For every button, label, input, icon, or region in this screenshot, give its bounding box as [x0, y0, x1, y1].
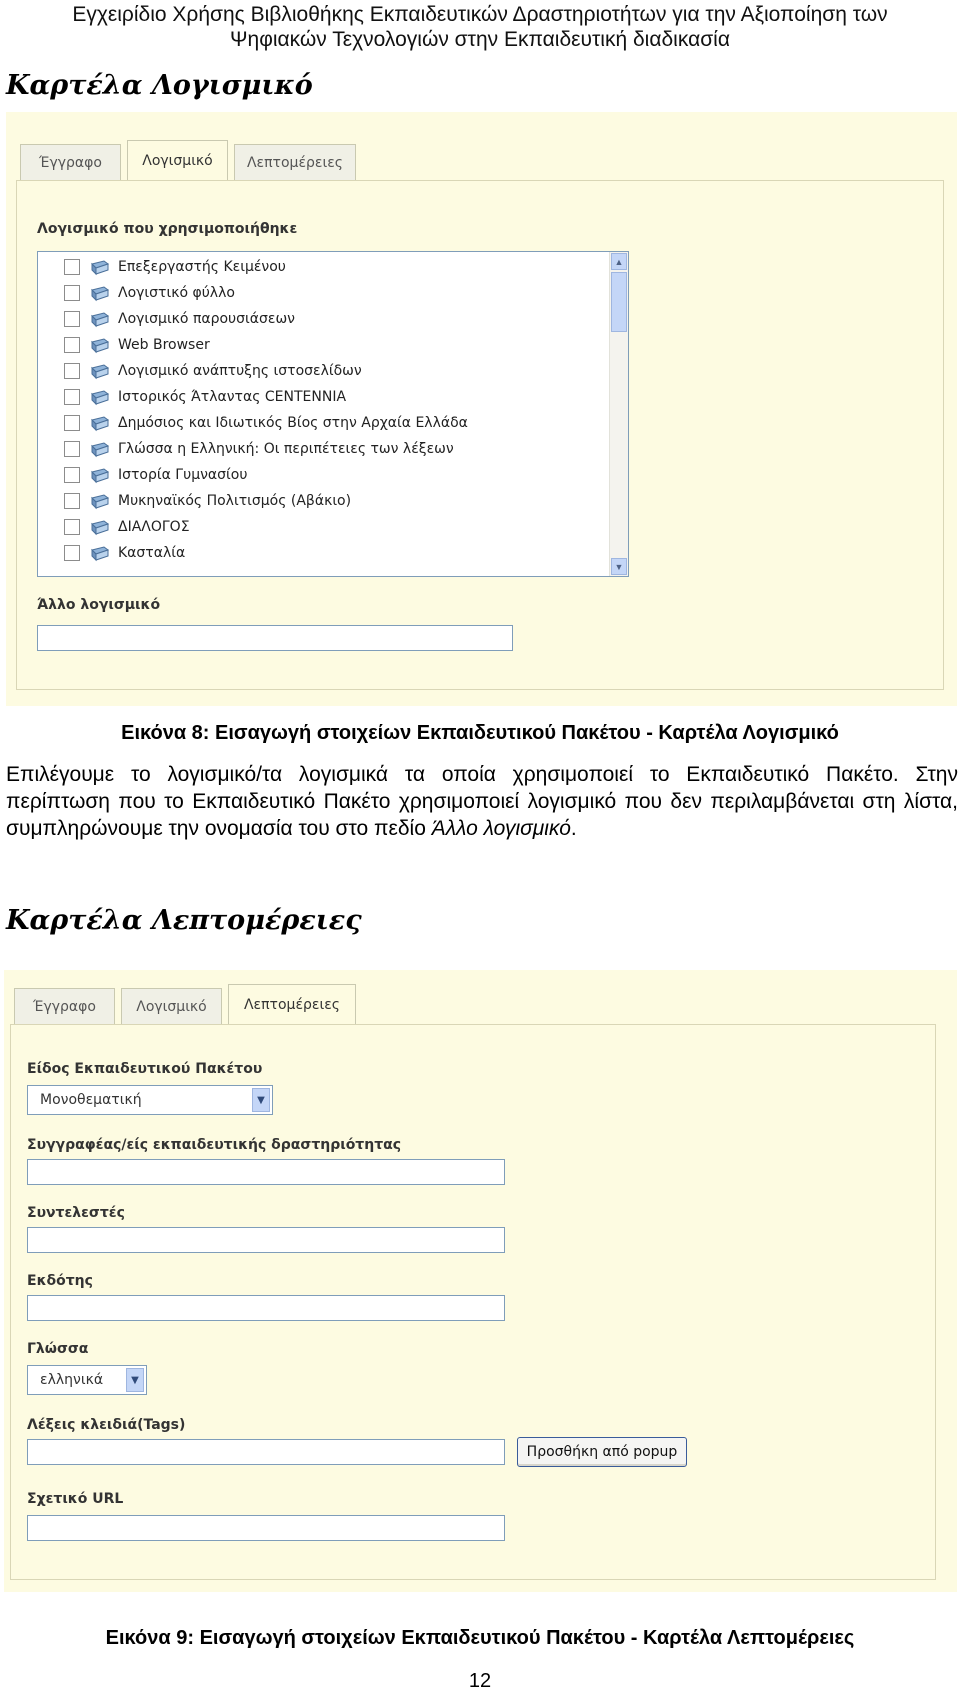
software-used-label: Λογισμικό που χρησιμοποιήθηκε [37, 221, 298, 237]
contributors-label: Συντελεστές [27, 1205, 125, 1221]
section-title-details: Καρτέλα Λεπτομέρειες [6, 905, 362, 936]
authors-input[interactable] [27, 1159, 505, 1185]
checkbox[interactable] [64, 363, 80, 379]
list-item[interactable] [64, 514, 190, 540]
list-item[interactable] [64, 462, 247, 488]
checkbox[interactable] [64, 311, 80, 327]
list-item[interactable] [64, 332, 210, 358]
list-item-label: Μυκηναϊκός Πολιτισμός (Αβάκιο) [118, 493, 352, 509]
list-item[interactable] [64, 540, 185, 566]
chevron-down-icon[interactable]: ▼ [126, 1368, 144, 1392]
list-item-label: Γλώσσα η Ελληνική: Οι περιπέτειες των λέξεων [118, 441, 454, 457]
checkbox[interactable] [64, 389, 80, 405]
list-item-label: Επεξεργαστής Κειμένου [118, 259, 286, 275]
list-item[interactable] [64, 436, 454, 462]
tab-bar [14, 988, 362, 1024]
list-item[interactable] [64, 254, 286, 280]
paragraph-end: . [570, 817, 577, 840]
field-name-reference: Άλλο λογισμικό [431, 817, 571, 840]
page-number: 12 [468, 1670, 492, 1692]
tab-details[interactable]: Λεπτομέρειες [234, 144, 356, 180]
details-panel [10, 1024, 936, 1580]
list-item[interactable] [64, 280, 235, 306]
list-item-label: ΔΙΑΛΟΓΟΣ [118, 519, 190, 535]
software-package-icon [88, 337, 110, 354]
software-tab-screenshot [6, 112, 957, 706]
section-title-software: Καρτέλα Λογισμικό [6, 70, 313, 101]
tab-bar [20, 144, 362, 180]
software-package-icon [88, 389, 110, 406]
tags-input[interactable] [27, 1439, 505, 1465]
software-package-icon [88, 493, 110, 510]
tab-details[interactable]: Λεπτομέρειες [228, 984, 356, 1024]
header-line-1: Εγχειρίδιο Χρήσης Βιβλιοθήκης Εκπαιδευτικών Δραστηριοτήτων για την Αξιοποίηση των [72, 3, 888, 26]
contributors-input[interactable] [27, 1227, 505, 1253]
package-type-select[interactable] [27, 1085, 273, 1115]
list-item[interactable] [64, 410, 468, 436]
language-value: ελληνικά [40, 1372, 104, 1388]
language-select[interactable] [27, 1365, 147, 1395]
list-item-label: Κασταλία [118, 545, 186, 561]
header-line-2: Ψηφιακών Τεχνολογιών στην Εκπαιδευτική διαδικασία [230, 28, 730, 51]
tab-software[interactable]: Λογισμικό [127, 140, 228, 180]
checkbox[interactable] [64, 285, 80, 301]
scroll-up-icon[interactable]: ▲ [611, 253, 627, 270]
publisher-label: Εκδότης [27, 1273, 93, 1289]
checkbox[interactable] [64, 467, 80, 483]
checkbox[interactable] [64, 259, 80, 275]
list-item[interactable] [64, 306, 295, 332]
list-item[interactable] [64, 488, 351, 514]
other-software-input[interactable] [37, 625, 513, 651]
software-package-icon [88, 363, 110, 380]
tab-document[interactable]: Έγγραφο [20, 144, 121, 180]
scroll-down-icon[interactable]: ▼ [611, 558, 627, 575]
software-listbox[interactable] [37, 251, 629, 577]
list-item-label: Λογισμικό ανάπτυξης ιστοσελίδων [118, 363, 362, 379]
figure-caption-8: Εικόνα 8: Εισαγωγή στοιχείων Εκπαιδευτικού Πακέτου - Καρτέλα Λογισμικό [121, 722, 839, 744]
checkbox[interactable] [64, 441, 80, 457]
paragraph-text: Επιλέγουμε το λογισμικό/τα λογισμικά τα οποία χρησιμοποιεί το Εκπαιδευτικό Πακέτο. Στην περίπτωση που το Εκπαιδευτικό Πακέτο χρησιμοποιεί λογισμικό που δεν περιλαμβάνεται στη λίστα, συμπληρώνουμε την ονομασία του στο πεδίο [6, 763, 958, 840]
checkbox[interactable] [64, 415, 80, 431]
tags-label: Λέξεις κλειδιά(Tags) [27, 1417, 186, 1433]
related-url-input[interactable] [27, 1515, 505, 1541]
scroll-thumb[interactable] [611, 272, 627, 332]
language-label: Γλώσσα [27, 1341, 89, 1357]
software-package-icon [88, 285, 110, 302]
list-item-label: Δημόσιος και Ιδιωτικός Βίος στην Αρχαία Ελλάδα [118, 415, 468, 431]
body-paragraph [6, 761, 958, 842]
checkbox[interactable] [64, 337, 80, 353]
publisher-input[interactable] [27, 1295, 505, 1321]
software-panel [16, 180, 944, 690]
tab-software[interactable]: Λογισμικό [121, 988, 222, 1024]
list-item-label: Λογισμικό παρουσιάσεων [118, 311, 295, 327]
list-item-label: Λογιστικό φύλλο [118, 285, 235, 301]
authors-label: Συγγραφέας/είς εκπαιδευτικής δραστηριότητας [27, 1137, 402, 1153]
checkbox[interactable] [64, 519, 80, 535]
list-item-label: Ιστορικός Άτλαντας CENTENNIA [118, 389, 347, 405]
tab-document[interactable]: Έγγραφο [14, 988, 115, 1024]
software-package-icon [88, 415, 110, 432]
software-package-icon [88, 311, 110, 328]
package-type-label: Είδος Εκπαιδευτικού Πακέτου [27, 1061, 263, 1077]
software-package-icon [88, 259, 110, 276]
software-package-icon [88, 441, 110, 458]
list-item[interactable] [64, 384, 346, 410]
software-package-icon [88, 545, 110, 562]
list-item[interactable] [64, 358, 362, 384]
list-item-label: Ιστορία Γυμνασίου [118, 467, 248, 483]
checkbox[interactable] [64, 493, 80, 509]
software-package-icon [88, 467, 110, 484]
listbox-scrollbar[interactable] [609, 252, 628, 576]
related-url-label: Σχετικό URL [27, 1491, 124, 1507]
figure-caption-9: Εικόνα 9: Εισαγωγή στοιχείων Εκπαιδευτικού Πακέτου - Καρτέλα Λεπτομέρειες [105, 1627, 855, 1649]
document-header [0, 2, 960, 52]
package-type-value: Μονοθεματική [40, 1092, 142, 1108]
details-tab-screenshot [4, 970, 957, 1592]
add-from-popup-button[interactable]: Προσθήκη από popup [517, 1437, 687, 1467]
checkbox[interactable] [64, 545, 80, 561]
list-item-label: Web Browser [118, 337, 210, 353]
other-software-label: Άλλο λογισμικό [37, 597, 161, 613]
software-package-icon [88, 519, 110, 536]
chevron-down-icon[interactable]: ▼ [252, 1088, 270, 1112]
